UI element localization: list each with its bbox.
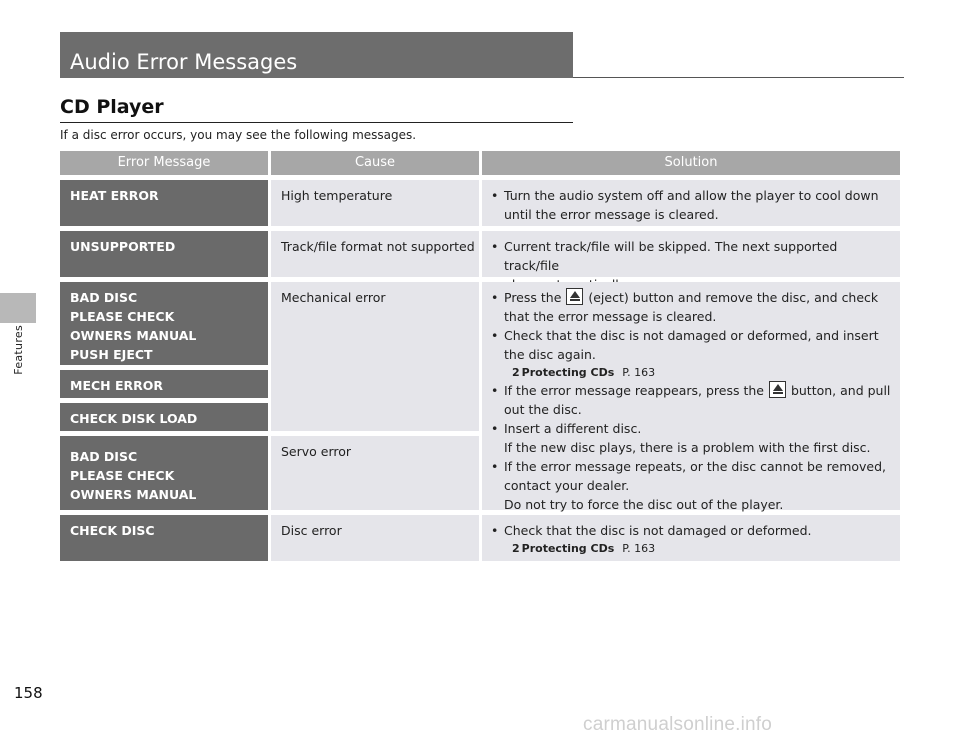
solution-bullet: • Check that the disc is not damaged or deformed.	[491, 521, 894, 540]
eject-icon	[566, 288, 583, 305]
cause-unsupported: Track/file format not supported	[271, 231, 479, 277]
cause-disc: Disc error	[271, 515, 479, 561]
solution-bullet: • If the error message repeats, or the disc cannot be removed, contact your dealer. Do not try to force the disc out of the player.	[491, 457, 894, 514]
solution-bullet: • Press the (eject) button and remove the disc, and check that the error message is cleared.	[491, 288, 894, 326]
solution-bullet: • Insert a different disc. If the new disc plays, there is a problem with the first disc.	[491, 419, 894, 457]
solution-bullet: • Check that the disc is not damaged or deformed, and insert the disc again.	[491, 326, 894, 364]
eject-icon	[769, 381, 786, 398]
section-intro: If a disc error occurs, you may see the following messages.	[60, 128, 417, 142]
cause-heat: High temperature	[271, 180, 479, 226]
header-cause: Cause	[271, 151, 479, 175]
page-number: 158	[14, 684, 43, 702]
header-error-message: Error Message	[60, 151, 268, 175]
cross-reference-link[interactable]: 2 Protecting CDs P. 163	[512, 366, 656, 379]
section-tab	[0, 293, 36, 323]
error-check-disk-load: CHECK DISK LOAD	[60, 403, 268, 431]
cause-mechanical: Mechanical error	[271, 282, 479, 431]
watermark: carmanualsonline.info	[583, 714, 773, 735]
error-mech: MECH ERROR	[60, 370, 268, 398]
error-check-disc: CHECK DISC	[60, 515, 268, 561]
cause-servo: Servo error	[271, 436, 479, 510]
cross-reference-link[interactable]: 2 Protecting CDs P. 163	[512, 542, 656, 555]
error-heat: HEAT ERROR	[60, 180, 268, 226]
title-rule	[573, 77, 904, 78]
error-bad-disc-eject: BAD DISC PLEASE CHECK OWNERS MANUAL PUSH EJECT	[60, 282, 268, 365]
reference-arrow-icon: 2	[512, 366, 520, 379]
error-unsupported: UNSUPPORTED	[60, 231, 268, 277]
solution-heat	[482, 180, 900, 226]
page-title: Audio Error Messages	[60, 32, 573, 78]
section-rule	[60, 122, 573, 123]
solution-bullet: • Turn the audio system off and allow the player to cool down until the error message is cleared.	[491, 186, 894, 224]
reference-arrow-icon: 2	[512, 542, 520, 555]
solution-mechanical	[482, 282, 900, 510]
section-title: CD Player	[60, 96, 164, 118]
solution-unsupported	[482, 231, 900, 277]
section-label: Features	[12, 325, 25, 375]
solution-bullet: • If the error message reappears, press the button, and pull out the disc.	[491, 381, 894, 419]
solution-bullet: • Current track/file will be skipped. The next supported track/file	[491, 237, 894, 294]
header-solution: Solution	[482, 151, 900, 175]
solution-disc	[482, 515, 900, 561]
error-bad-disc: BAD DISC PLEASE CHECK OWNERS MANUAL	[60, 436, 268, 510]
